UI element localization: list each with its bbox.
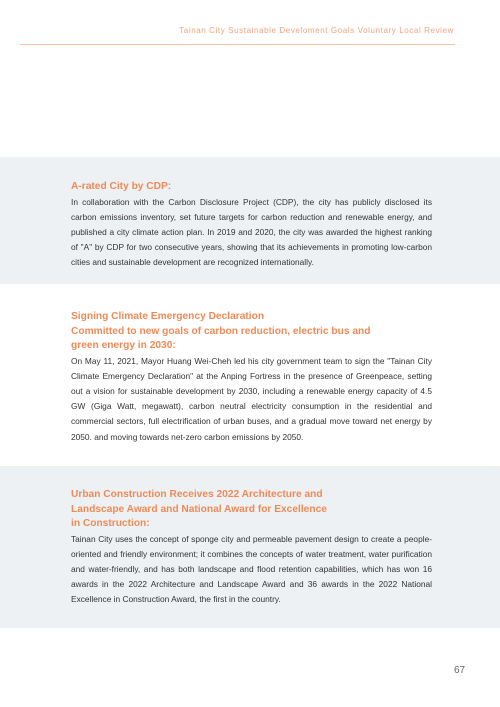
section-title xyxy=(71,488,432,532)
section-body: On May 11, 2021, Mayor Huang Wei-Cheh led his city government team to sign the "Tainan City Climate Emergency Declaration" at the Anping Fortress in the presence of Greenpeace, setting out a vision for sustainable development by 2030, including a renewable energy capacity of 4.5 GW (Giga Watt, megawatt), carbon neutral electricity consumption in the residential and commercial sectors, full electrification of urban buses, and a gradual move toward net energy by 2050. and moving towards net-zero carbon emissions by 2050. xyxy=(71,355,432,442)
section-title xyxy=(71,180,432,195)
section-title-line: Urban Construction Receives 2022 Architecture and xyxy=(71,489,323,500)
section-title-line: A-rated City by CDP: xyxy=(71,181,172,192)
section-title-line: green energy in 2030: xyxy=(71,340,176,351)
section-urban-construction-award xyxy=(71,488,432,608)
header-title: Tainan City Sustainable Develoment Goals Voluntary Local Review xyxy=(179,26,454,35)
section-title-line: Signing Climate Emergency Declaration xyxy=(71,311,265,322)
header-divider xyxy=(20,44,455,45)
page-header xyxy=(0,0,500,50)
section-title-line: Landscape Award and National Award for Excellence xyxy=(71,503,327,515)
section-cdp-rating xyxy=(71,180,432,271)
section-climate-emergency xyxy=(71,310,432,445)
section-body: In collaboration with the Carbon Disclosure Project (CDP), the city has publicly disclosed its carbon emissions inventory, set future targets for carbon reduction and renewable energy, and published a city climate action plan. In 2019 and 2020, the city was awarded the highest ranking of "A" by CDP for two consecutive years, showing that its achievements in promoting low-carbon cities and sustainable development are recognized internationally. xyxy=(71,196,432,268)
section-body: Tainan City uses the concept of sponge city and permeable pavement design to create a people-oriented and friendly environment; it combines the concepts of water treatment, water purification and water-friendly, and has both landscape and flood retention capabilities, which has won 16 awards in the 2022 Architecture and Landscape Award and 36 awards in the 2022 National Excellence in Construction Award, the first in the country. xyxy=(71,533,432,605)
section-title xyxy=(71,310,432,354)
section-title-line: Committed to new goals of carbon reduction, electric bus and xyxy=(71,325,371,337)
page-number: 67 xyxy=(454,665,466,676)
section-title-line: in Construction: xyxy=(71,518,150,529)
